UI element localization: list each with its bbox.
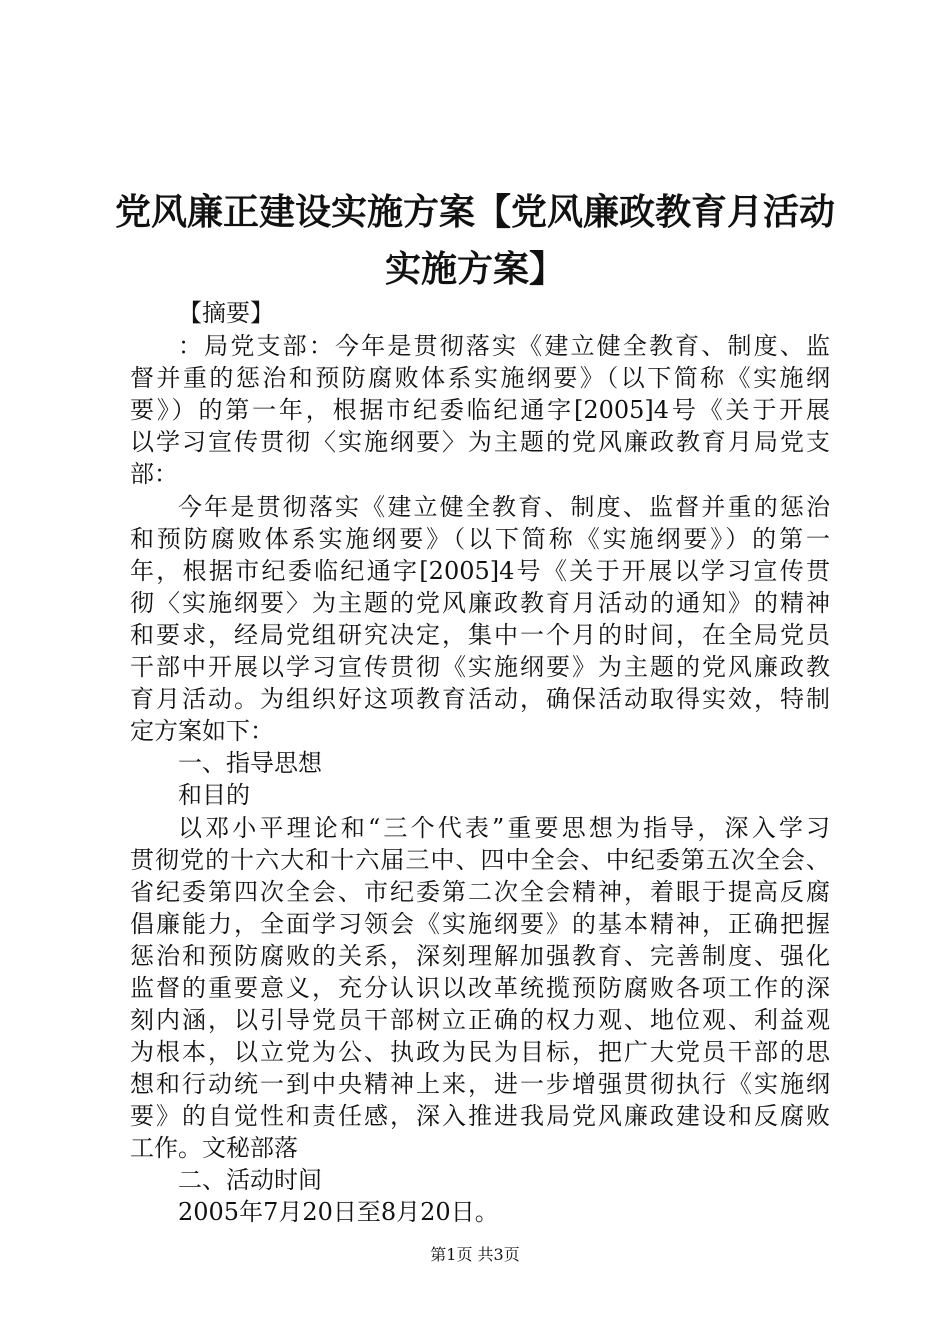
paragraph-line: 干部中开展以学习宣传贯彻《实施纲要》为主题的党风廉政教: [130, 653, 830, 681]
paragraph-line: 要》）的第一年，根据市纪委临纪通字[2005]4号《关于开展: [130, 396, 830, 424]
paragraph-line: 定方案如下：: [130, 717, 274, 745]
document-title-line-2: 实施方案】: [384, 248, 565, 290]
paragraph-line: 以邓小平理论和“三个代表”重要思想为指导，深入学习: [178, 814, 830, 842]
paragraph-line: 以学习宣传贯彻〈实施纲要〉为主题的党风廉政教育月局党支: [130, 428, 830, 456]
paragraph-line: 年，根据市纪委临纪通字[2005]4号《关于开展以学习宣传贯: [130, 557, 830, 585]
paragraph-line: 监督的重要意义，充分认识以改革统揽预防腐败各项工作的深: [130, 974, 830, 1002]
paragraph-line: 为根本，以立党为公、执政为民为目标，把广大党员干部的思: [130, 1038, 830, 1066]
paragraph-line: 育月活动。为组织好这项教育活动，确保活动取得实效，特制: [130, 685, 830, 713]
paragraph-line: 今年是贯彻落实《建立健全教育、制度、监督并重的惩治: [178, 493, 830, 521]
section-heading: 一、指导思想: [178, 749, 322, 777]
paragraph-line: 督并重的惩治和预防腐败体系实施纲要》（以下简称《实施纲: [130, 364, 830, 392]
paragraph-line: 工作。文秘部落: [130, 1134, 298, 1162]
paragraph-line: 和预防腐败体系实施纲要》（以下简称《实施纲要》）的第一: [130, 525, 830, 553]
section-heading-continued: 和目的: [178, 781, 250, 809]
section-heading: 二、活动时间: [178, 1166, 322, 1194]
document-title-line-1: 党风廉正建设实施方案【党风廉政教育月活动: [114, 191, 835, 233]
paragraph-line: 省纪委第四次全会、市纪委第二次全会精神，着眼于提高反腐: [130, 878, 830, 906]
paragraph-line: 部：: [130, 460, 178, 488]
paragraph-line: 贯彻党的十六大和十六届三中、四中全会、中纪委第五次全会、: [130, 846, 830, 874]
abstract-heading: 【摘要】: [178, 299, 274, 327]
paragraph-line: ：局党支部：今年是贯彻落实《建立健全教育、制度、监: [178, 332, 830, 360]
paragraph-line: 2005年7月20日至8月20日。: [178, 1198, 499, 1226]
page-number-footer: 第1页 共3页: [430, 1245, 520, 1264]
paragraph-line: 惩治和预防腐败的关系，深刻理解加强教育、完善制度、强化: [130, 942, 830, 970]
paragraph-line: 和要求，经局党组研究决定，集中一个月的时间，在全局党员: [130, 621, 830, 649]
paragraph-line: 要》的自觉性和责任感，深入推进我局党风廉政建设和反腐败: [130, 1102, 830, 1130]
paragraph-line: 倡廉能力，全面学习领会《实施纲要》的基本精神，正确把握: [130, 910, 830, 938]
paragraph-line: 刻内涵，以引导党员干部树立正确的权力观、地位观、利益观: [130, 1006, 830, 1034]
paragraph-line: 想和行动统一到中央精神上来，进一步增强贯彻执行《实施纲: [130, 1070, 830, 1098]
paragraph-line: 彻〈实施纲要〉为主题的党风廉政教育月活动的通知》的精神: [130, 589, 830, 617]
